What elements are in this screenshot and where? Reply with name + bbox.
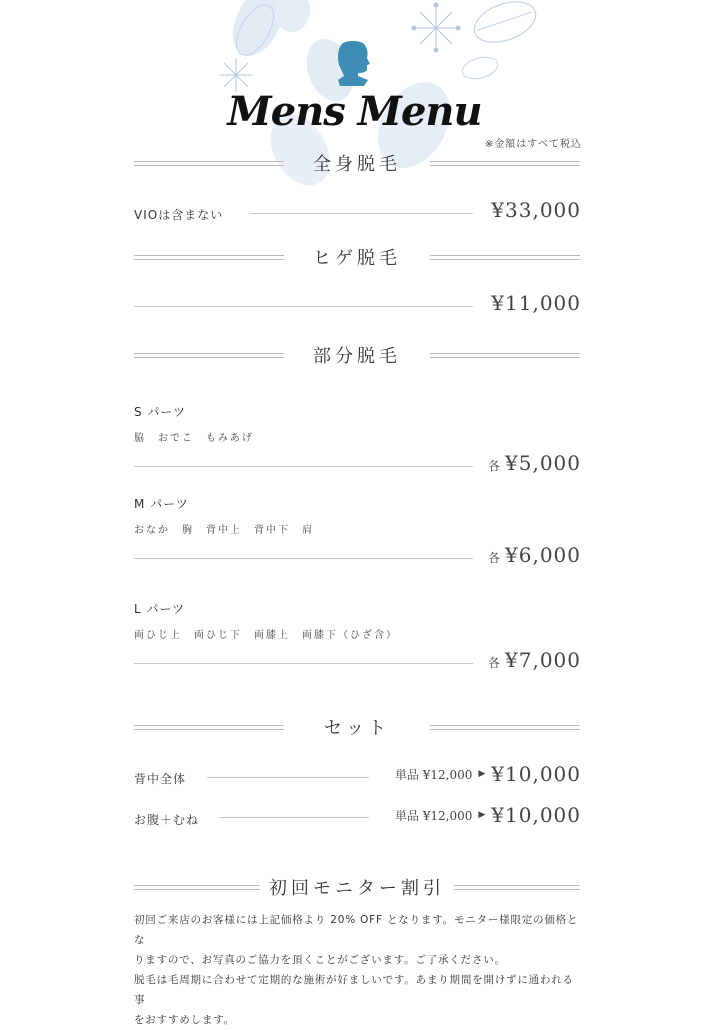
section-header-beard <box>134 246 580 270</box>
set-back-price: ¥10,000 <box>491 762 581 786</box>
set-back-price-row <box>395 762 581 786</box>
leader-line <box>134 466 473 467</box>
each-label: 各 <box>488 551 502 565</box>
leader-line <box>134 306 473 307</box>
set-belly-label: お腹＋むね <box>134 813 200 827</box>
l-parts-list: 両ひじ上 両ひじ下 両膝上 両膝下（ひざ含） <box>134 630 398 641</box>
m-parts-label: M パーツ <box>134 497 189 511</box>
note-line: 脱毛は毛周期に合わせて定期的な施術が好ましいです。あまり期間を開けずに通われる事 <box>134 974 574 1006</box>
l-parts-label: L パーツ <box>134 602 186 616</box>
single-price: 単品 ¥12,000 <box>394 767 473 782</box>
note-line: りますので、お写真のご協力を頂くことがございます。ご了承ください。 <box>134 954 506 966</box>
s-parts-list: 脇 おでこ もみあげ <box>134 433 254 444</box>
section-title: 部分脱毛 <box>313 346 401 367</box>
man-silhouette-icon <box>334 40 374 86</box>
note-line: 初回ご来店のお客様には上記価格より 20% OFF となります。モニター様限定の価格とな <box>134 914 579 946</box>
full-body-price: ¥33,000 <box>491 198 581 222</box>
section-header-partial <box>134 344 580 368</box>
each-label: 各 <box>488 459 502 473</box>
each-label: 各 <box>488 656 502 670</box>
page-title: Mens Menu <box>227 88 482 135</box>
note-line: をおすすめします。 <box>134 1014 235 1026</box>
arrow-right-icon: ▶ <box>478 810 486 820</box>
leader-line <box>207 777 369 778</box>
arrow-right-icon: ▶ <box>478 769 486 779</box>
section-title: セット <box>324 718 390 739</box>
beard-price: ¥11,000 <box>491 291 581 315</box>
full-body-label: VIOは含まない <box>134 208 224 222</box>
tax-note: ※金額はすべて税込 <box>484 139 582 150</box>
section-title: 初回モニター割引 <box>269 878 445 899</box>
s-parts-price: ¥5,000 <box>505 451 581 475</box>
section-header-full-body <box>134 152 580 176</box>
m-parts-price: ¥6,000 <box>505 543 581 567</box>
s-parts-price-row <box>488 451 581 475</box>
section-header-monitor <box>134 876 580 900</box>
set-back-label: 背中全体 <box>134 772 187 786</box>
leader-line <box>219 817 369 818</box>
set-belly-price: ¥10,000 <box>491 803 581 827</box>
leader-line <box>250 213 473 214</box>
section-header-set <box>134 716 580 740</box>
monitor-notes <box>134 910 584 1030</box>
leader-line <box>134 663 473 664</box>
l-parts-price: ¥7,000 <box>505 648 581 672</box>
leader-line <box>134 558 473 559</box>
single-price: 単品 ¥12,000 <box>394 808 473 823</box>
m-parts-price-row <box>488 543 581 567</box>
s-parts-label: S パーツ <box>134 405 186 419</box>
section-title: 全身脱毛 <box>313 154 401 175</box>
section-title: ヒゲ脱毛 <box>313 248 401 269</box>
l-parts-price-row <box>488 648 581 672</box>
m-parts-list: おなか 胸 背中上 背中下 肩 <box>134 525 314 536</box>
set-belly-price-row <box>395 803 581 827</box>
